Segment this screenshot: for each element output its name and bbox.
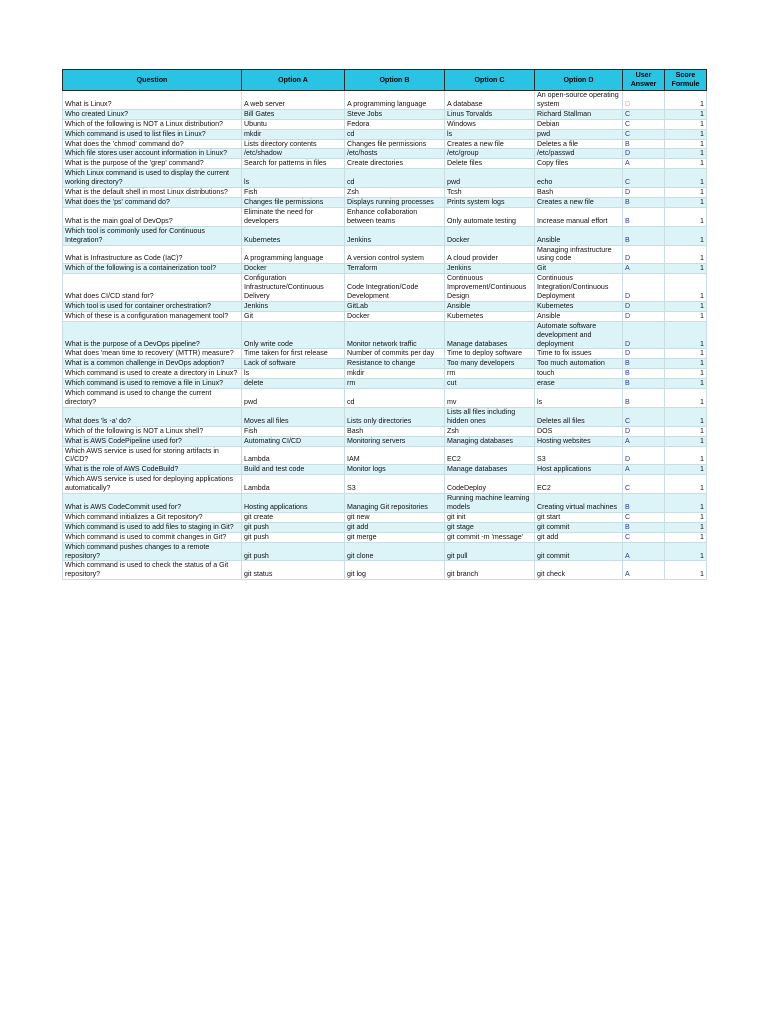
table-row bbox=[63, 226, 707, 245]
option-a-cell: Bill Gates bbox=[242, 109, 345, 119]
option-c-cell: Time to deploy software bbox=[445, 349, 535, 359]
option-d-cell: DOS bbox=[535, 426, 623, 436]
option-a-cell: Lists directory contents bbox=[242, 139, 345, 149]
option-d-cell: Host applications bbox=[535, 465, 623, 475]
score-cell: 1 bbox=[665, 379, 707, 389]
option-a-cell: Fish bbox=[242, 188, 345, 198]
user-answer-cell[interactable]: C bbox=[623, 532, 665, 542]
option-b-cell: Lists only directories bbox=[345, 407, 445, 426]
option-c-cell: Tcsh bbox=[445, 188, 535, 198]
option-c-cell: git stage bbox=[445, 522, 535, 532]
score-cell: 1 bbox=[665, 561, 707, 580]
option-c-cell: Manage databases bbox=[445, 321, 535, 349]
score-cell: 1 bbox=[665, 359, 707, 369]
question-cell: Which AWS service is used for storing artifacts in CI/CD? bbox=[63, 446, 242, 465]
table-row bbox=[63, 197, 707, 207]
option-b-cell: cd bbox=[345, 129, 445, 139]
table-body bbox=[63, 91, 707, 580]
table-row bbox=[63, 129, 707, 139]
question-cell: Which of the following is NOT a Linux distribution? bbox=[63, 119, 242, 129]
user-answer-cell[interactable]: C bbox=[623, 129, 665, 139]
user-answer-cell[interactable]: D bbox=[623, 188, 665, 198]
score-cell: 1 bbox=[665, 188, 707, 198]
option-a-cell: Only write code bbox=[242, 321, 345, 349]
user-answer-cell[interactable]: A bbox=[623, 159, 665, 169]
question-cell: What is the role of AWS CodeBuild? bbox=[63, 465, 242, 475]
option-d-cell: Too much automation bbox=[535, 359, 623, 369]
option-c-cell: Zsh bbox=[445, 426, 535, 436]
table-row bbox=[63, 264, 707, 274]
option-b-cell: Changes file permissions bbox=[345, 139, 445, 149]
option-c-cell: Too many developers bbox=[445, 359, 535, 369]
question-cell: Which file stores user account information in Linux? bbox=[63, 149, 242, 159]
option-c-cell: Managing databases bbox=[445, 436, 535, 446]
option-d-cell: Deletes a file bbox=[535, 139, 623, 149]
option-d-cell: /etc/passwd bbox=[535, 149, 623, 159]
question-cell: What is AWS CodePipeline used for? bbox=[63, 436, 242, 446]
option-a-cell: /etc/shadow bbox=[242, 149, 345, 159]
table-row bbox=[63, 188, 707, 198]
option-b-cell: git clone bbox=[345, 542, 445, 561]
option-c-cell: Creates a new file bbox=[445, 139, 535, 149]
question-cell: Which tool is used for container orchestration? bbox=[63, 301, 242, 311]
user-answer-cell[interactable]: C bbox=[623, 119, 665, 129]
option-d-cell: Automate software development and deployment bbox=[535, 321, 623, 349]
user-answer-cell[interactable]: A bbox=[623, 264, 665, 274]
question-cell: What is the purpose of a DevOps pipeline? bbox=[63, 321, 242, 349]
question-cell: Who created Linux? bbox=[63, 109, 242, 119]
question-cell: Which of these is a configuration management tool? bbox=[63, 311, 242, 321]
score-cell: 1 bbox=[665, 407, 707, 426]
option-d-cell: echo bbox=[535, 169, 623, 188]
score-cell: 1 bbox=[665, 465, 707, 475]
option-b-cell: A programming language bbox=[345, 91, 445, 110]
user-answer-cell[interactable]: B bbox=[623, 207, 665, 226]
option-a-cell: Jenkins bbox=[242, 301, 345, 311]
user-answer-cell[interactable]: D bbox=[623, 311, 665, 321]
question-cell: Which Linux command is used to display the current working directory? bbox=[63, 169, 242, 188]
table-row bbox=[63, 512, 707, 522]
option-d-cell: Debian bbox=[535, 119, 623, 129]
question-cell: What is AWS CodeCommit used for? bbox=[63, 494, 242, 513]
option-b-cell: Number of commits per day bbox=[345, 349, 445, 359]
option-d-cell: Ansible bbox=[535, 311, 623, 321]
score-cell: 1 bbox=[665, 245, 707, 264]
option-b-cell: Bash bbox=[345, 426, 445, 436]
option-a-cell: Docker bbox=[242, 264, 345, 274]
option-b-cell: cd bbox=[345, 169, 445, 188]
option-a-cell: A programming language bbox=[242, 245, 345, 264]
option-b-cell: Fedora bbox=[345, 119, 445, 129]
option-b-cell: Zsh bbox=[345, 188, 445, 198]
score-cell: 1 bbox=[665, 512, 707, 522]
option-d-cell: Time to fix issues bbox=[535, 349, 623, 359]
table-row bbox=[63, 475, 707, 494]
option-c-cell: git branch bbox=[445, 561, 535, 580]
table-row bbox=[63, 149, 707, 159]
table-row bbox=[63, 139, 707, 149]
option-d-cell: pwd bbox=[535, 129, 623, 139]
score-cell: 1 bbox=[665, 139, 707, 149]
user-answer-cell[interactable]: D bbox=[623, 274, 665, 302]
option-c-cell: Delete files bbox=[445, 159, 535, 169]
score-cell: 1 bbox=[665, 274, 707, 302]
option-b-cell: Resistance to change bbox=[345, 359, 445, 369]
option-c-cell: /etc/group bbox=[445, 149, 535, 159]
user-answer-cell[interactable]: C bbox=[623, 407, 665, 426]
option-d-cell: Bash bbox=[535, 188, 623, 198]
header-option-d: Option D bbox=[535, 70, 623, 91]
score-cell: 1 bbox=[665, 494, 707, 513]
user-answer-cell[interactable]: C bbox=[623, 109, 665, 119]
option-a-cell: ls bbox=[242, 369, 345, 379]
question-cell: What does the 'ps' command do? bbox=[63, 197, 242, 207]
header-question: Question bbox=[63, 70, 242, 91]
table-row bbox=[63, 494, 707, 513]
table-row bbox=[63, 379, 707, 389]
option-c-cell: cut bbox=[445, 379, 535, 389]
table-row bbox=[63, 207, 707, 226]
score-cell: 1 bbox=[665, 532, 707, 542]
question-cell: Which command initializes a Git repository? bbox=[63, 512, 242, 522]
question-cell: Which of the following is NOT a Linux shell? bbox=[63, 426, 242, 436]
table-row bbox=[63, 522, 707, 532]
option-a-cell: git push bbox=[242, 542, 345, 561]
user-answer-cell[interactable]: D bbox=[623, 426, 665, 436]
option-d-cell: Kubernetes bbox=[535, 301, 623, 311]
score-cell: 1 bbox=[665, 119, 707, 129]
table-row bbox=[63, 169, 707, 188]
option-b-cell: S3 bbox=[345, 475, 445, 494]
table-row bbox=[63, 561, 707, 580]
option-d-cell: Deletes all files bbox=[535, 407, 623, 426]
option-d-cell: Hosting websites bbox=[535, 436, 623, 446]
option-c-cell: ls bbox=[445, 129, 535, 139]
question-cell: What is the main goal of DevOps? bbox=[63, 207, 242, 226]
option-a-cell: Lambda bbox=[242, 475, 345, 494]
option-a-cell: git push bbox=[242, 532, 345, 542]
score-cell: 1 bbox=[665, 264, 707, 274]
option-b-cell: rm bbox=[345, 379, 445, 389]
option-b-cell: Create directories bbox=[345, 159, 445, 169]
user-answer-cell[interactable]: A bbox=[623, 561, 665, 580]
option-a-cell: Lack of software bbox=[242, 359, 345, 369]
option-c-cell: Continuous Improvement/Continuous Design bbox=[445, 274, 535, 302]
score-cell: 1 bbox=[665, 542, 707, 561]
score-cell: 1 bbox=[665, 159, 707, 169]
option-d-cell: Managing infrastructure using code bbox=[535, 245, 623, 264]
option-a-cell: A web server bbox=[242, 91, 345, 110]
option-b-cell: Code Integration/Code Development bbox=[345, 274, 445, 302]
option-a-cell: Time taken for first release bbox=[242, 349, 345, 359]
option-b-cell: Displays running processes bbox=[345, 197, 445, 207]
option-d-cell: git commit bbox=[535, 522, 623, 532]
score-cell: 1 bbox=[665, 321, 707, 349]
option-b-cell: Managing Git repositories bbox=[345, 494, 445, 513]
user-answer-cell[interactable]: B bbox=[623, 389, 665, 408]
option-a-cell: Lambda bbox=[242, 446, 345, 465]
question-cell: What is a common challenge in DevOps adoption? bbox=[63, 359, 242, 369]
option-c-cell: Jenkins bbox=[445, 264, 535, 274]
user-answer-cell[interactable]: D bbox=[623, 245, 665, 264]
table-row bbox=[63, 349, 707, 359]
score-cell: 1 bbox=[665, 475, 707, 494]
user-answer-cell[interactable]: D bbox=[623, 349, 665, 359]
score-cell: 1 bbox=[665, 207, 707, 226]
option-b-cell: cd bbox=[345, 389, 445, 408]
option-b-cell: git log bbox=[345, 561, 445, 580]
score-cell: 1 bbox=[665, 389, 707, 408]
option-c-cell: A cloud provider bbox=[445, 245, 535, 264]
option-c-cell: Only automate testing bbox=[445, 207, 535, 226]
option-a-cell: Search for patterns in files bbox=[242, 159, 345, 169]
option-a-cell: delete bbox=[242, 379, 345, 389]
option-d-cell: Copy files bbox=[535, 159, 623, 169]
user-answer-cell[interactable]: B bbox=[623, 379, 665, 389]
user-answer-cell[interactable]: C bbox=[623, 169, 665, 188]
option-d-cell: Creates a new file bbox=[535, 197, 623, 207]
user-answer-cell[interactable]: B bbox=[623, 139, 665, 149]
question-cell: Which command is used to create a directory in Linux? bbox=[63, 369, 242, 379]
score-cell: 1 bbox=[665, 349, 707, 359]
option-c-cell: Lists all files including hidden ones bbox=[445, 407, 535, 426]
option-a-cell: Automating CI/CD bbox=[242, 436, 345, 446]
option-c-cell: git commit -m 'message' bbox=[445, 532, 535, 542]
option-a-cell: mkdir bbox=[242, 129, 345, 139]
option-d-cell: Creating virtual machines bbox=[535, 494, 623, 513]
user-answer-cell[interactable]: C bbox=[623, 512, 665, 522]
table-row bbox=[63, 245, 707, 264]
option-a-cell: Moves all files bbox=[242, 407, 345, 426]
header-score-formule: Score Formule bbox=[665, 70, 707, 91]
option-a-cell: Changes file permissions bbox=[242, 197, 345, 207]
option-a-cell: Fish bbox=[242, 426, 345, 436]
option-c-cell: Running machine learning models bbox=[445, 494, 535, 513]
score-cell: 1 bbox=[665, 226, 707, 245]
question-cell: Which command is used to remove a file in Linux? bbox=[63, 379, 242, 389]
option-b-cell: A version control system bbox=[345, 245, 445, 264]
option-a-cell: Configuration Infrastructure/Continuous Delivery bbox=[242, 274, 345, 302]
option-b-cell: GitLab bbox=[345, 301, 445, 311]
option-c-cell: EC2 bbox=[445, 446, 535, 465]
table-row bbox=[63, 321, 707, 349]
option-a-cell: Git bbox=[242, 311, 345, 321]
score-cell: 1 bbox=[665, 426, 707, 436]
user-answer-cell[interactable]: A bbox=[623, 465, 665, 475]
user-answer-cell[interactable]: D bbox=[623, 321, 665, 349]
option-c-cell: Linus Torvalds bbox=[445, 109, 535, 119]
option-d-cell: Ansible bbox=[535, 226, 623, 245]
option-c-cell: Windows bbox=[445, 119, 535, 129]
option-c-cell: pwd bbox=[445, 169, 535, 188]
quiz-sheet bbox=[62, 69, 706, 580]
question-cell: Which command is used to add files to staging in Git? bbox=[63, 522, 242, 532]
question-cell: What does the 'chmod' command do? bbox=[63, 139, 242, 149]
question-cell: Which tool is commonly used for Continuous Integration? bbox=[63, 226, 242, 245]
table-row bbox=[63, 369, 707, 379]
option-c-cell: Docker bbox=[445, 226, 535, 245]
option-d-cell: Git bbox=[535, 264, 623, 274]
option-b-cell: Monitor network traffic bbox=[345, 321, 445, 349]
option-a-cell: pwd bbox=[242, 389, 345, 408]
option-b-cell: /etc/hosts bbox=[345, 149, 445, 159]
question-cell: What does 'mean time to recovery' (MTTR) measure? bbox=[63, 349, 242, 359]
user-answer-cell[interactable]: A bbox=[623, 542, 665, 561]
table-row bbox=[63, 359, 707, 369]
score-cell: 1 bbox=[665, 169, 707, 188]
option-b-cell: Monitoring servers bbox=[345, 436, 445, 446]
option-d-cell: An open-source operating system bbox=[535, 91, 623, 110]
table-row bbox=[63, 446, 707, 465]
user-answer-cell[interactable]: D bbox=[623, 301, 665, 311]
table-row bbox=[63, 311, 707, 321]
table-row bbox=[63, 301, 707, 311]
quiz-table bbox=[62, 69, 707, 580]
header-row bbox=[63, 70, 707, 91]
option-d-cell: git add bbox=[535, 532, 623, 542]
score-cell: 1 bbox=[665, 129, 707, 139]
option-c-cell: CodeDeploy bbox=[445, 475, 535, 494]
user-answer-cell[interactable]: D bbox=[623, 149, 665, 159]
user-answer-cell[interactable]: D bbox=[623, 91, 665, 110]
score-cell: 1 bbox=[665, 109, 707, 119]
option-c-cell: mv bbox=[445, 389, 535, 408]
user-answer-cell[interactable]: B bbox=[623, 522, 665, 532]
score-cell: 1 bbox=[665, 446, 707, 465]
option-d-cell: git start bbox=[535, 512, 623, 522]
option-b-cell: git add bbox=[345, 522, 445, 532]
option-d-cell: S3 bbox=[535, 446, 623, 465]
header-option-a: Option A bbox=[242, 70, 345, 91]
option-a-cell: Ubuntu bbox=[242, 119, 345, 129]
question-cell: What does 'ls -a' do? bbox=[63, 407, 242, 426]
option-b-cell: git merge bbox=[345, 532, 445, 542]
header-user-answer: User Answer bbox=[623, 70, 665, 91]
question-cell: Which command is used to change the current directory? bbox=[63, 389, 242, 408]
option-a-cell: git push bbox=[242, 522, 345, 532]
header-option-b: Option B bbox=[345, 70, 445, 91]
option-a-cell: Eliminate the need for developers bbox=[242, 207, 345, 226]
user-answer-cell[interactable]: B bbox=[623, 226, 665, 245]
option-b-cell: git new bbox=[345, 512, 445, 522]
option-b-cell: IAM bbox=[345, 446, 445, 465]
option-d-cell: EC2 bbox=[535, 475, 623, 494]
table-row bbox=[63, 274, 707, 302]
table-row bbox=[63, 465, 707, 475]
option-d-cell: git commit bbox=[535, 542, 623, 561]
score-cell: 1 bbox=[665, 91, 707, 110]
option-d-cell: ls bbox=[535, 389, 623, 408]
score-cell: 1 bbox=[665, 436, 707, 446]
question-cell: Which AWS service is used for deploying applications automatically? bbox=[63, 475, 242, 494]
option-b-cell: Jenkins bbox=[345, 226, 445, 245]
user-answer-cell[interactable]: C bbox=[623, 475, 665, 494]
option-b-cell: mkdir bbox=[345, 369, 445, 379]
option-a-cell: Hosting applications bbox=[242, 494, 345, 513]
option-b-cell: Enhance collaboration between teams bbox=[345, 207, 445, 226]
question-cell: What is Linux? bbox=[63, 91, 242, 110]
option-a-cell: ls bbox=[242, 169, 345, 188]
score-cell: 1 bbox=[665, 369, 707, 379]
option-b-cell: Terraform bbox=[345, 264, 445, 274]
option-c-cell: rm bbox=[445, 369, 535, 379]
option-d-cell: touch bbox=[535, 369, 623, 379]
question-cell: Which command is used to list files in Linux? bbox=[63, 129, 242, 139]
score-cell: 1 bbox=[665, 149, 707, 159]
table-row bbox=[63, 532, 707, 542]
option-c-cell: Ansible bbox=[445, 301, 535, 311]
table-row bbox=[63, 159, 707, 169]
question-cell: What is the default shell in most Linux distributions? bbox=[63, 188, 242, 198]
question-cell: Which of the following is a containerization tool? bbox=[63, 264, 242, 274]
user-answer-cell[interactable]: A bbox=[623, 436, 665, 446]
score-cell: 1 bbox=[665, 197, 707, 207]
option-d-cell: erase bbox=[535, 379, 623, 389]
table-row bbox=[63, 426, 707, 436]
question-cell: Which command is used to commit changes in Git? bbox=[63, 532, 242, 542]
option-c-cell: git pull bbox=[445, 542, 535, 561]
option-c-cell: A database bbox=[445, 91, 535, 110]
table-row bbox=[63, 542, 707, 561]
option-d-cell: git check bbox=[535, 561, 623, 580]
table-row bbox=[63, 436, 707, 446]
option-b-cell: Docker bbox=[345, 311, 445, 321]
table-row bbox=[63, 407, 707, 426]
score-cell: 1 bbox=[665, 522, 707, 532]
table-row bbox=[63, 119, 707, 129]
option-c-cell: Kubernetes bbox=[445, 311, 535, 321]
user-answer-cell[interactable]: B bbox=[623, 359, 665, 369]
option-d-cell: Continuous Integration/Continuous Deployment bbox=[535, 274, 623, 302]
option-c-cell: Manage databases bbox=[445, 465, 535, 475]
option-b-cell: Monitor logs bbox=[345, 465, 445, 475]
option-b-cell: Steve Jobs bbox=[345, 109, 445, 119]
table-row bbox=[63, 91, 707, 110]
score-cell: 1 bbox=[665, 301, 707, 311]
score-cell: 1 bbox=[665, 311, 707, 321]
option-c-cell: Prints system logs bbox=[445, 197, 535, 207]
question-cell: What does CI/CD stand for? bbox=[63, 274, 242, 302]
question-cell: What is Infrastructure as Code (IaC)? bbox=[63, 245, 242, 264]
user-answer-cell[interactable]: D bbox=[623, 446, 665, 465]
option-d-cell: Increase manual effort bbox=[535, 207, 623, 226]
header-option-c: Option C bbox=[445, 70, 535, 91]
user-answer-cell[interactable]: B bbox=[623, 197, 665, 207]
option-a-cell: Build and test code bbox=[242, 465, 345, 475]
question-cell: What is the purpose of the 'grep' command? bbox=[63, 159, 242, 169]
user-answer-cell[interactable]: B bbox=[623, 369, 665, 379]
option-a-cell: Kubernetes bbox=[242, 226, 345, 245]
question-cell: Which command is used to check the status of a Git repository? bbox=[63, 561, 242, 580]
option-c-cell: git init bbox=[445, 512, 535, 522]
table-row bbox=[63, 109, 707, 119]
option-a-cell: git create bbox=[242, 512, 345, 522]
option-d-cell: Richard Stallman bbox=[535, 109, 623, 119]
user-answer-cell[interactable]: B bbox=[623, 494, 665, 513]
question-cell: Which command pushes changes to a remote repository? bbox=[63, 542, 242, 561]
table-row bbox=[63, 389, 707, 408]
option-a-cell: git status bbox=[242, 561, 345, 580]
